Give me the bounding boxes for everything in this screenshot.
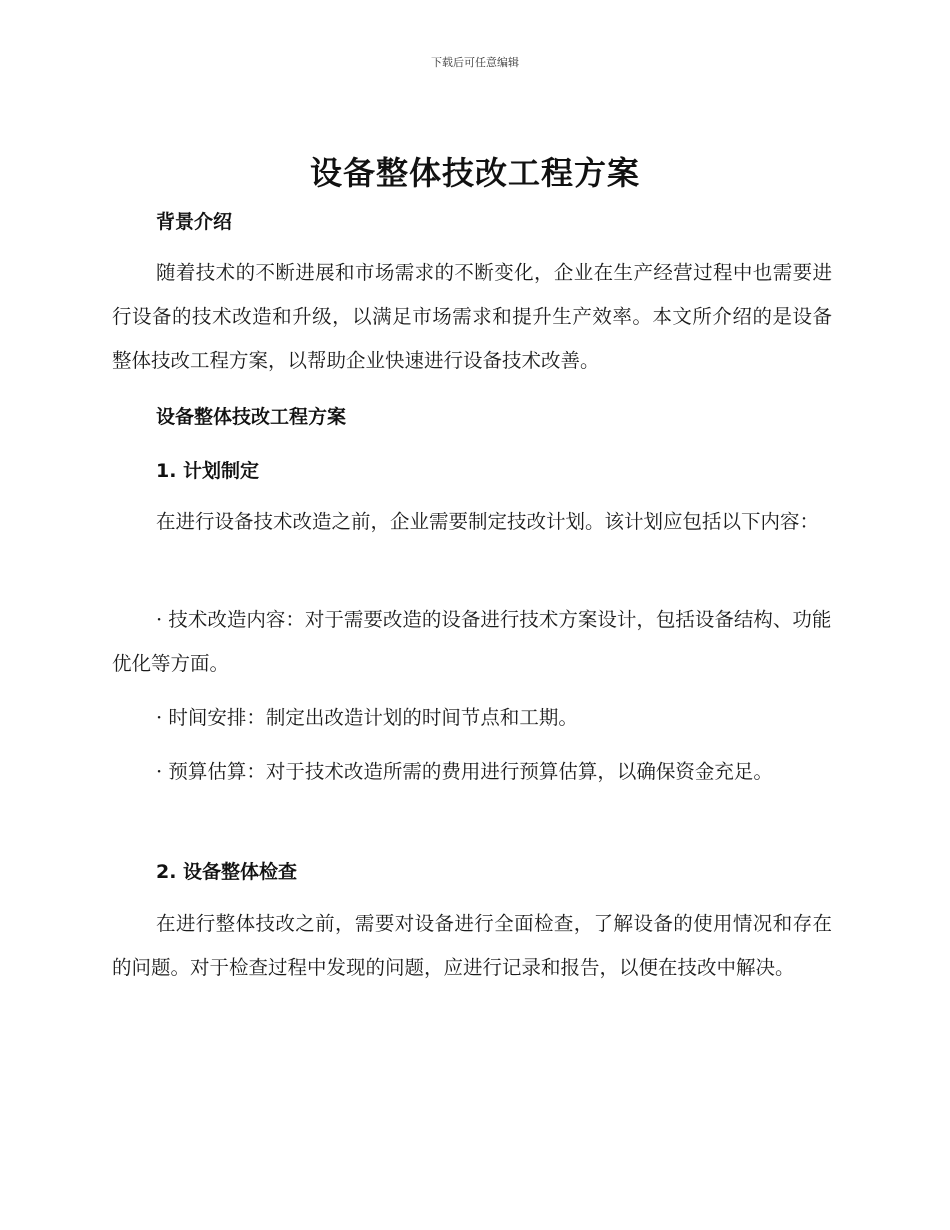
- section-heading-plan: 设备整体技改工程方案: [156, 406, 347, 428]
- page-title: 设备整体技改工程方案: [309, 154, 640, 192]
- header-note: 下载后可任意编辑: [431, 56, 519, 69]
- bullet-budget: · 预算估算：对于技术改造所需的费用进行预算估算，以确保资金充足。: [156, 760, 773, 783]
- bullet-tech-content: · 技术改造内容：对于需要改造的设备进行技术方案设计，包括设备结构、功能优化等方面。: [112, 608, 832, 675]
- paragraph-inspection: 在进行整体技改之前，需要对设备进行全面检查，了解设备的使用情况和存在的问题。对于检查过程中发现的问题，应进行记录和报告，以便在技改中解决。: [112, 912, 832, 979]
- paragraph-background: 随着技术的不断进展和市场需求的不断变化，企业在生产经营过程中也需要进行设备的技术改造和升级，以满足市场需求和提升生产效率。本文所介绍的是设备整体技改工程方案，以帮助企业快速进行设备技术改善。: [112, 261, 832, 372]
- paragraph-plan-intro: 在进行设备技术改造之前，企业需要制定技改计划。该计划应包括以下内容：: [156, 510, 820, 533]
- section-heading-background: 背景介绍: [156, 211, 233, 233]
- bullet-schedule: · 时间安排：制定出改造计划的时间节点和工期。: [156, 706, 578, 729]
- subsection-heading-1: 1. 计划制定: [156, 460, 260, 482]
- subsection-heading-2: 2. 设备整体检查: [156, 861, 298, 883]
